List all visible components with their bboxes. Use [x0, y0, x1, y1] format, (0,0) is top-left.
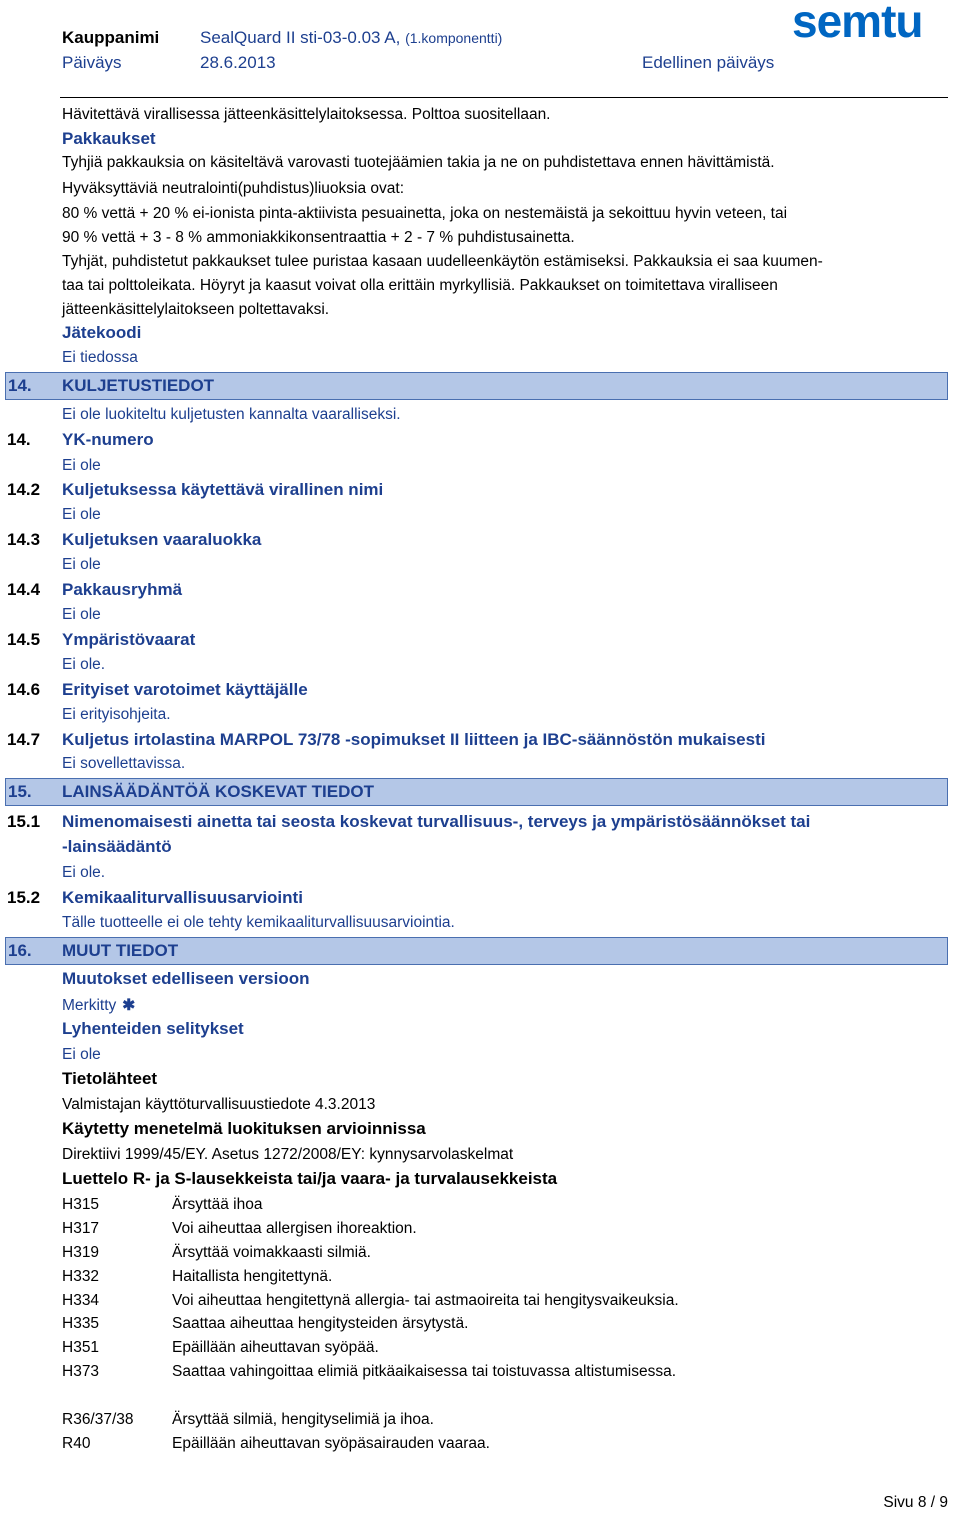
section-title: LAINSÄÄDÄNTÖÄ KOSKEVAT TIEDOT — [62, 782, 374, 801]
section-14-header — [5, 372, 948, 400]
packaging-text: Tyhjiä pakkauksia on käsiteltävä varovasti tuotejäämien takia ja ne on puhdistettava ennen hävittämistä. — [62, 154, 775, 171]
phrase-text: Saattaa vahingoittaa elimiä pitkäaikaisessa tai toistuvassa altistumisessa. — [172, 1363, 677, 1380]
item-14-1-value: Ei ole — [62, 457, 101, 474]
item-15-1-value: Ei ole. — [62, 864, 106, 881]
page-number: Sivu 8 / 9 — [883, 1494, 948, 1511]
item-14-6: 14.6 Erityiset varotoimet käyttäjälle — [7, 680, 308, 699]
phrase-text: Ärsyttää ihoa — [172, 1196, 263, 1213]
neutralization-option-1: 80 % vettä + 20 % ei-ionista pinta-aktiivista pesuainetta, joka on nestemäistä ja sekoittuu hyvin veteen, tai — [62, 205, 788, 222]
jatekoodi-heading: Jätekoodi — [62, 323, 142, 342]
phrase-code: H373 — [62, 1363, 100, 1380]
component-label: (1.komponentti) — [405, 30, 503, 46]
tietolahteet-value: Valmistajan käyttöturvallisuustiedote 4.3.2013 — [62, 1096, 376, 1113]
phrase-code: H351 — [62, 1339, 100, 1356]
product-label: Kauppanimi — [62, 28, 160, 47]
semtu-logo: semtu — [792, 0, 923, 47]
r-phrase-text: Epäillään aiheuttavan syöpäsairauden vaaraa. — [172, 1435, 490, 1452]
menetelma-heading: Käytetty menetelmä luokituksen arvioinnissa — [62, 1119, 426, 1138]
transport-intro: Ei ole luokiteltu kuljetusten kannalta vaaralliseksi. — [62, 406, 401, 423]
section-number: 15. — [8, 782, 32, 801]
item-14-3-value: Ei ole — [62, 556, 101, 573]
item-14-7: 14.7 Kuljetus irtolastina MARPOL 73/78 -sopimukset II liitteen ja IBC-säännöstön mukaisesti — [7, 730, 766, 749]
asterisk-marker-icon: ✱ — [122, 997, 136, 1014]
section-title: KULJETUSTIEDOT — [62, 376, 215, 395]
section-15-header — [5, 778, 948, 806]
item-14-5: 14.5 Ympäristövaarat — [7, 630, 196, 649]
lyhenteet-heading: Lyhenteiden selitykset — [62, 1019, 244, 1038]
tietolahteet-heading: Tietolähteet — [62, 1069, 158, 1088]
r-phrase-text: Ärsyttää silmiä, hengityselimiä ja ihoa. — [172, 1411, 434, 1428]
item-15-2-value: Tälle tuotteelle ei ole tehty kemikaaliturvallisuusarviointia. — [62, 914, 455, 931]
phrase-code: H335 — [62, 1315, 100, 1332]
item-14-5-value: Ei ole. — [62, 656, 106, 673]
item-14-6-value: Ei erityisohjeita. — [62, 706, 171, 723]
luettelo-heading: Luettelo R- ja S-lausekkeista tai/ja vaara- ja turvalausekkeista — [62, 1169, 558, 1188]
product-name: SealQuard II sti-03-0.03 A, (1.komponentti) — [200, 28, 503, 47]
packaging-text-2: Tyhjät, puhdistetut pakkaukset tulee puristaa kasaan uudelleenkäytön estämiseksi. Pakkauksia ei saa kuumen- — [62, 253, 823, 270]
phrase-code: H334 — [62, 1292, 100, 1309]
neutralization-intro: Hyväksyttäviä neutralointi(puhdistus)liuoksia ovat: — [62, 180, 405, 197]
phrase-text: Epäillään aiheuttavan syöpää. — [172, 1339, 379, 1356]
item-14-1: 14. YK-numero — [7, 430, 154, 449]
item-14-7-value: Ei sovellettavissa. — [62, 755, 186, 772]
menetelma-value: Direktiivi 1999/45/EY. Asetus 1272/2008/EY: kynnysarvolaskelmat — [62, 1146, 514, 1163]
item-14-4-value: Ei ole — [62, 606, 101, 623]
jatekoodi-value: Ei tiedossa — [62, 349, 138, 366]
date-label: Päiväys — [62, 53, 122, 72]
date-value: 28.6.2013 — [200, 53, 276, 72]
phrase-text: Ärsyttää voimakkaasti silmiä. — [172, 1244, 371, 1261]
item-14-3: 14.3 Kuljetuksen vaaraluokka — [7, 530, 262, 549]
phrase-code: H332 — [62, 1268, 100, 1285]
phrase-text: Voi aiheuttaa hengitettynä allergia- tai astmaoireita tai hengitysvaikeuksia. — [172, 1292, 679, 1309]
section-number: 14. — [8, 376, 32, 395]
packaging-text-4: jätteenkäsittelylaitokseen poltettavaksi. — [62, 301, 330, 318]
disposal-text: Hävitettävä virallisessa jätteenkäsittelylaitoksessa. Polttoa suositellaan. — [62, 106, 551, 123]
item-15-1: 15.1 Nimenomaisesti ainetta tai seosta koskevat turvallisuus-, terveys ja ympäristösäännökset tai — [7, 812, 811, 831]
section-title: MUUT TIEDOT — [62, 941, 179, 960]
section-number: 16. — [8, 941, 32, 960]
packaging-text-3: taa tai polttoleikata. Höyryt ja kaasut voivat olla erittäin myrkyllisiä. Pakkaukset on toimitettava viralliseen — [62, 277, 778, 294]
phrase-text: Voi aiheuttaa allergisen ihoreaktion. — [172, 1220, 417, 1237]
phrase-code: H319 — [62, 1244, 100, 1261]
r-phrase-code: R40 — [62, 1435, 91, 1452]
item-14-4: 14.4 Pakkausryhmä — [7, 580, 183, 599]
item-15-1-title-cont: -lainsäädäntö — [62, 837, 172, 856]
lyhenteet-value: Ei ole — [62, 1046, 101, 1063]
phrase-text: Saattaa aiheuttaa hengitysteiden ärsytystä. — [172, 1315, 469, 1332]
item-14-2: 14.2 Kuljetuksessa käytettävä virallinen nimi — [7, 480, 384, 499]
phrase-code: H317 — [62, 1220, 100, 1237]
section-16-header — [5, 937, 948, 965]
previous-date-label: Edellinen päiväys — [642, 53, 775, 72]
r-phrase-code: R36/37/38 — [62, 1411, 134, 1428]
muutokset-heading: Muutokset edelliseen versioon — [62, 969, 310, 988]
item-15-2: 15.2 Kemikaaliturvallisuusarviointi — [7, 888, 303, 907]
neutralization-option-2: 90 % vettä + 3 - 8 % ammoniakkikonsentraattia + 2 - 7 % puhdistusainetta. — [62, 229, 575, 246]
pakkaukset-heading: Pakkaukset — [62, 129, 156, 148]
merkitty-text: Merkitty ✱ — [62, 997, 136, 1014]
item-14-2-value: Ei ole — [62, 506, 101, 523]
header-divider — [60, 97, 948, 98]
phrase-text: Haitallista hengitettynä. — [172, 1268, 333, 1285]
phrase-code: H315 — [62, 1196, 100, 1213]
